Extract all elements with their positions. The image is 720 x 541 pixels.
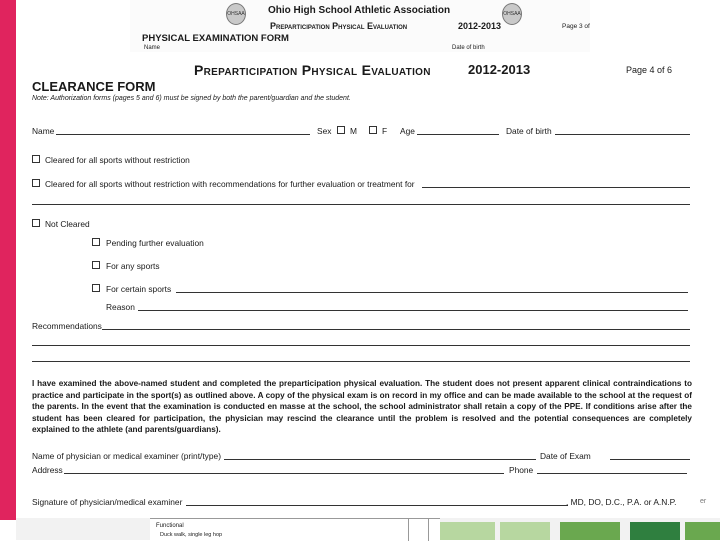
cleared-recommend-checkbox[interactable] <box>32 179 40 187</box>
recommend-field[interactable] <box>422 187 690 188</box>
any-sports-label: For any sports <box>106 261 160 271</box>
green-bar-light <box>440 522 495 540</box>
cleared-recommend-label: Cleared for all sports without restriction with recommendations for further evaluation or treatment for <box>45 179 415 189</box>
reason-label: Reason <box>106 302 135 312</box>
page-number: Page 4 of 6 <box>626 65 673 75</box>
date-exam-field[interactable] <box>610 459 690 460</box>
table-divider-2 <box>428 519 429 541</box>
physician-name-field[interactable] <box>224 459 536 460</box>
ohsaa-logo-left: OHSAA <box>226 3 246 25</box>
previous-page-sheet <box>130 0 590 57</box>
physician-statement: I have examined the above-named student and completed the preparticipation physical evaluation. The student does not present apparent clinical contraindications to practice and participate in the sport(s) as outlined above. A copy of the physical exam is on record in my office and can be made available to the school at the request of the parents. In the event that the examination is conducted en masse at the school, the school administrator shall retain a copy of the PPE. If conditions arise after the student has been cleared for participation, the physician may rescind the clearance until the problem is resolved and the potential consequences are completely explained to the athlete (and parents/guardians). <box>32 379 692 435</box>
table-divider <box>408 519 409 541</box>
dob-label: Date of birth <box>506 126 552 136</box>
back-year: 2012-2013 <box>458 21 502 31</box>
not-cleared-label: Not Cleared <box>45 219 90 229</box>
page-title: Preparticipation Physical Evaluation <box>194 62 431 78</box>
footer-duck-walk: Duck walk, single leg hop <box>160 532 223 538</box>
back-form-title: Preparticipation Physical Evaluation <box>270 21 408 31</box>
footer-functional: Functional <box>156 523 184 529</box>
sex-male-label: M <box>350 126 357 136</box>
back-page: Page 3 of <box>562 23 590 30</box>
cleared-all-checkbox[interactable] <box>32 155 40 163</box>
page-year: 2012-2013 <box>468 62 531 77</box>
recommend-field-2[interactable] <box>32 204 690 205</box>
authorization-note: Note: Authorization forms (pages 5 and 6) must be signed by both the parent/guardian and the student. <box>32 95 351 102</box>
not-cleared-checkbox[interactable] <box>32 219 40 227</box>
clearance-page <box>18 52 708 518</box>
recommendations-field-2[interactable] <box>32 345 690 346</box>
phone-label: Phone <box>509 465 534 475</box>
address-field[interactable] <box>64 473 504 474</box>
edge-fragment: er <box>700 498 707 505</box>
sex-female-checkbox[interactable] <box>369 126 377 134</box>
ohsaa-logo-right: OHSAA <box>502 3 522 25</box>
sex-female-label: F <box>382 126 388 136</box>
cleared-all-label: Cleared for all sports without restriction <box>45 155 190 165</box>
dob-field[interactable] <box>555 134 690 135</box>
sex-label: Sex <box>317 126 332 136</box>
any-sports-checkbox[interactable] <box>92 261 100 269</box>
recommendations-field-3[interactable] <box>32 361 690 362</box>
signature-field[interactable] <box>186 505 568 506</box>
back-page-bottom <box>150 518 440 541</box>
phone-field[interactable] <box>537 473 687 474</box>
green-bar-mid <box>500 522 550 540</box>
age-label: Age <box>400 126 415 136</box>
reason-field[interactable] <box>138 310 688 311</box>
name-field[interactable] <box>56 134 310 135</box>
pending-label: Pending further evaluation <box>106 238 204 248</box>
age-field[interactable] <box>417 134 499 135</box>
green-bar-edge <box>685 522 720 540</box>
certain-sports-field[interactable] <box>176 292 688 293</box>
date-exam-label: Date of Exam <box>540 451 591 461</box>
sex-male-checkbox[interactable] <box>337 126 345 134</box>
left-accent-bar <box>0 0 16 520</box>
back-dob-label: Date of birth <box>452 45 485 51</box>
credentials-label: , MD, DO, D.C., P.A. or A.N.P. <box>566 497 677 507</box>
pending-checkbox[interactable] <box>92 238 100 246</box>
signature-label: Signature of physician/medical examiner <box>32 497 183 507</box>
certain-sports-label: For certain sports <box>106 284 172 294</box>
address-label: Address <box>32 465 63 475</box>
recommendations-field[interactable] <box>102 329 690 330</box>
form-title: CLEARANCE FORM <box>32 79 156 94</box>
association-name: Ohio High School Athletic Association <box>268 5 451 16</box>
green-bar-green <box>560 522 620 540</box>
certain-sports-checkbox[interactable] <box>92 284 100 292</box>
recommendations-label: Recommendations <box>32 321 102 331</box>
back-name-label: Name <box>144 45 161 51</box>
green-bar-dark <box>630 522 680 540</box>
back-exam-title: PHYSICAL EXAMINATION FORM <box>142 33 289 44</box>
name-label: Name <box>32 126 55 136</box>
physician-name-label: Name of physician or medical examiner (print/type) <box>32 451 221 461</box>
